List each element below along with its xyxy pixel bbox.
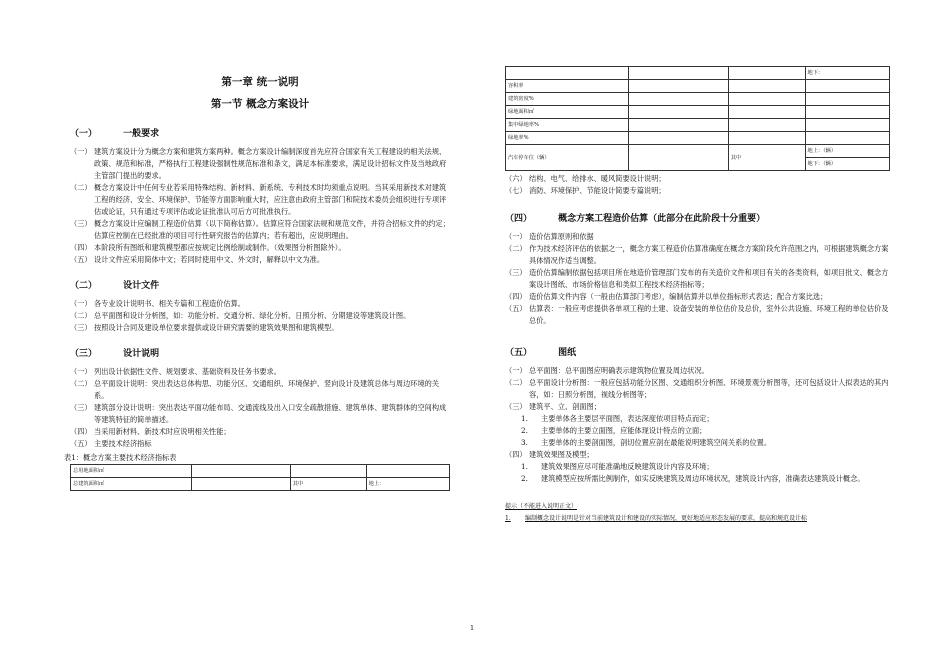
list-item (505, 449, 890, 461)
item-text: 建筑方案设计分为概念方案和建筑方案两种。概念方案设计编制深度首先应符合国家有关工程建设的相关法规、政策、规范和标准，严格执行工程建设强制性规范标准和条文，满足本标准要求，满足设计招标文件及当地政府主管部门提出的要求。 (94, 147, 447, 180)
table-cell (628, 80, 728, 93)
page-number: 1 (470, 624, 475, 632)
item-number: 2. (521, 426, 528, 435)
section-heading-documents (70, 280, 450, 292)
table-row (506, 93, 890, 106)
table-row (506, 106, 890, 119)
list-item (505, 461, 890, 473)
table-row (506, 119, 890, 132)
table-cell (805, 80, 890, 93)
item-number: （一） (70, 367, 92, 376)
parking-below: 地下：（辆） (805, 158, 890, 171)
item-number: 1. (521, 414, 528, 423)
table-cell (628, 93, 728, 106)
section-heading-general (70, 128, 450, 140)
list-item (70, 298, 450, 310)
section-heading-text: 设计文件 (123, 281, 160, 291)
item-number: （二） (70, 183, 92, 192)
item-number: （六） (505, 174, 527, 183)
list-item (70, 366, 450, 378)
list-item (70, 310, 450, 322)
section-number: （四） (505, 214, 533, 224)
table-cell (728, 80, 805, 93)
table-row (71, 465, 450, 478)
item-number: （二） (505, 378, 527, 387)
item-number: （四） (505, 292, 527, 301)
list-item (70, 218, 450, 242)
section-number: （二） (70, 281, 98, 291)
chapter-title: 第一章 统一说明 (221, 76, 299, 88)
table-row (506, 67, 890, 80)
list-item (505, 413, 890, 425)
item-text: 本阶段所有图纸和建筑模型都应按规定比例绘制或制作。（效果图分析图除外）。 (94, 243, 346, 252)
item-number: （五） (70, 255, 92, 264)
item-text: 列出设计依据性文件、规划要求、基础资料及任务书要求。 (94, 367, 281, 376)
table-cell (192, 478, 291, 491)
list-item (70, 182, 450, 218)
list-item (505, 377, 890, 401)
list-item (505, 425, 890, 437)
general-requirements-list (70, 146, 450, 266)
table-cell: 集中绿地率% (506, 119, 629, 132)
design-description-list (70, 366, 450, 450)
item-number: （三） (505, 268, 527, 277)
list-item (70, 438, 450, 450)
section-heading-text: 概念方案工程造价估算（此部分在此阶段十分重要） (558, 214, 766, 224)
table-cell (192, 465, 291, 478)
list-item (505, 185, 890, 197)
list-item (505, 291, 890, 303)
item-text: 消防、环境保护、节能设计简要专篇说明； (529, 186, 666, 195)
item-text: 估算表：一般应考虑提供各单项工程的土建、设备安装的单位估价及总价，室外公共设施、环境工程的单位估价及总价。 (529, 304, 889, 325)
section-heading-text: 图纸 (558, 348, 577, 358)
list-item (70, 378, 450, 402)
design-description-list-cont (505, 173, 890, 197)
item-number: （二） (505, 244, 527, 253)
item-number: 1. (521, 462, 528, 471)
item-text: 总平面设计分析图：一般应包括功能分区图、交通组织分析图、环境景观分析图等，还可包括设计人拟表达的其内容，如：日照分析图，视线分析图等； (529, 378, 889, 399)
table-cell (628, 106, 728, 119)
section-heading-estimate (505, 213, 890, 225)
item-text: 建筑效果图应尽可能准确地反映建筑设计内容及环境； (541, 462, 714, 471)
list-item (505, 231, 890, 243)
list-item (505, 267, 890, 291)
item-number: （五） (70, 439, 92, 448)
section-heading-description (70, 348, 450, 360)
table-cell (728, 132, 805, 145)
item-text: 概念方案设计应编制工程造价估算（以下简称估算）。估算应符合国家法规和规范文件，并符合招标文件的约定；估算应控制在已经批准的项目可行性研究报告的估算内；若有超出，应说明理由。 (94, 219, 450, 240)
note-heading: 提示（不能进入说明正文） (505, 503, 578, 510)
parking-sub: 其中 (728, 145, 805, 171)
table-cell (628, 145, 728, 171)
item-number: （七） (505, 186, 527, 195)
table-row (506, 145, 890, 158)
list-item (70, 146, 450, 182)
table-cell: 总建筑面积㎡ (71, 478, 192, 491)
list-item (505, 303, 890, 327)
item-number: （三） (505, 402, 527, 411)
item-number: （一） (70, 299, 92, 308)
table-cell (628, 132, 728, 145)
table-cell (506, 67, 629, 80)
table-cell (805, 132, 890, 145)
notes-list (505, 513, 890, 525)
table-row (506, 80, 890, 93)
table-cell (805, 93, 890, 106)
section-title: 第一节 概念方案设计 (210, 98, 310, 110)
item-number: 3. (521, 438, 528, 447)
indicator-table-part2 (505, 66, 890, 171)
item-number: （四） (505, 450, 527, 459)
table-cell (805, 106, 890, 119)
list-item (70, 242, 450, 254)
table-row (506, 132, 890, 145)
item-number: （三） (70, 219, 92, 228)
item-text: 设计文件应采用简体中文；若同时使用中文、外文时，解释以中文为准。 (94, 255, 325, 264)
list-item (505, 513, 890, 525)
drawings-list (505, 365, 890, 485)
design-documents-list (70, 298, 450, 334)
parking-label: 汽车停车位（辆） (506, 145, 629, 171)
table-cell (805, 119, 890, 132)
item-text: 总平面图和设计分析图，如：功能分析、交通分析、绿化分析、日照分析、分期建设等建筑设计图。 (94, 311, 411, 320)
table-caption: 表1：概念方案主要技术经济指标表 (64, 453, 177, 462)
table-cell: 绿地面积㎡ (506, 106, 629, 119)
list-item (505, 437, 890, 449)
item-text: 编制概念设计说明是针对当前建筑设计和建设的实际情况，更好地适应形态发展的要求，提高和规范设计标 (525, 515, 808, 522)
list-item (70, 402, 450, 426)
item-text: 主要技术经济指标 (94, 439, 152, 448)
right-column (505, 66, 890, 525)
item-text: 主要单体各主要层平面图，表达深度依项目特点而定； (541, 414, 714, 423)
item-text: 主要单体的主要剖面图，剖切位置应剖在最能说明建筑空间关系的位置。 (541, 438, 772, 447)
table-cell (728, 119, 805, 132)
list-item (505, 243, 890, 267)
item-number: （一） (505, 232, 527, 241)
item-text: 造价估算文件内容（一般由估算部门考虑），编制估算并以单位指标形式表达；配合方案比选； (529, 292, 828, 301)
list-item (505, 365, 890, 377)
item-number: （三） (70, 323, 92, 332)
item-number: （二） (70, 311, 92, 320)
table-cell (366, 465, 449, 478)
table-cell: 绿地率% (506, 132, 629, 145)
list-item (70, 322, 450, 334)
indicator-table-part1 (70, 464, 450, 491)
item-number: （一） (505, 366, 527, 375)
item-text: 总平面设计说明：突出表达总体构思、功能分区、交通组织、环境保护、竖向设计及建筑总体与周边环境的关系。 (94, 379, 440, 400)
item-number: （四） (70, 243, 92, 252)
table-cell (628, 67, 728, 80)
table-cell (728, 93, 805, 106)
item-text: 各专业设计说明书、相关专篇和工程造价估算。 (94, 299, 245, 308)
item-number: （一） (70, 147, 92, 156)
item-text: 总平面图：总平面图应明确表示建筑物位置及周边状况。 (529, 366, 709, 375)
item-number: （五） (505, 304, 527, 313)
item-text: 造价估算编制依据包括项目所在地造价管理部门发布的有关造价文件和项目有关的各类资料，如项目批文、概念方案设计图纸、市场价格信息和类似工程技术经济指标等； (529, 268, 889, 289)
table-cell: 容积率 (506, 80, 629, 93)
table-cell: 地下： (805, 67, 890, 80)
item-text: 建筑模型应按所需比例制作，如实反映建筑及周边环境状况，建筑设计内容，准确表达建筑设计概念。 (541, 474, 865, 483)
table-cell: 总用地面积㎡ (71, 465, 192, 478)
table-cell (290, 465, 366, 478)
item-text: 建筑部分设计说明：突出表达平面功能布局、交通流线及出入口安全疏散措施、建筑单体、建筑群体的空间构成等建筑特征的简单描述。 (94, 403, 447, 424)
table-cell: 建筑密度% (506, 93, 629, 106)
item-text: 主要单体的主要立面图，应能体现设计特点的立面； (541, 426, 707, 435)
item-text: 建筑效果图及模型； (529, 450, 594, 459)
item-text: 造价估算原则和依据 (529, 232, 594, 241)
item-text: 当采用新材料、新技术时应说明相关性能； (94, 427, 231, 436)
list-item (505, 473, 890, 485)
parking-above: 地上：（辆） (805, 145, 890, 158)
table-cell: 地上： (366, 478, 449, 491)
list-item (70, 254, 450, 266)
section-number: （三） (70, 349, 98, 359)
item-number: （三） (70, 403, 92, 412)
table-cell (628, 119, 728, 132)
list-item (70, 426, 450, 438)
item-text: 概念方案设计中任何专业若采用特殊结构、新材料、新系统、专利技术时均须重点说明。当其采用新技术对建筑工程的经济、安全、环境保护、节能等方面影响重大时，应注意由政府主管部门和院技术委员会组织进行专项评估或论证，只有通过专项评估或论证批准认可后方可批准执行。 (94, 183, 447, 216)
item-number: 1. (505, 515, 511, 522)
section-heading-text: 一般要求 (123, 129, 160, 139)
item-text: 按照设计合同及建设单位要求提供或设计研究需要的建筑效果图和建筑模型。 (94, 323, 339, 332)
item-number: （二） (70, 379, 92, 388)
section-number: （一） (70, 129, 98, 139)
item-number: （四） (70, 427, 92, 436)
table-cell (728, 67, 805, 80)
table-cell (728, 106, 805, 119)
list-item (505, 401, 890, 413)
table-row (71, 478, 450, 491)
table-cell: 其中 (290, 478, 366, 491)
section-heading-drawings (505, 347, 890, 359)
cost-estimate-list (505, 231, 890, 327)
left-column (64, 70, 450, 491)
section-heading-text: 设计说明 (123, 349, 160, 359)
section-number: （五） (505, 348, 533, 358)
item-number: 2. (521, 474, 528, 483)
item-text: 结构、电气、给排水、暖风简要设计说明； (529, 174, 666, 183)
item-text: 建筑平、立、剖面图； (529, 402, 601, 411)
list-item (505, 173, 890, 185)
item-text: 作为技术经济评估的依据之一，概念方案工程造价估算准确度在概念方案阶段允许范围之内，可根据建筑概念方案具体情况作适当调整。 (529, 244, 889, 265)
